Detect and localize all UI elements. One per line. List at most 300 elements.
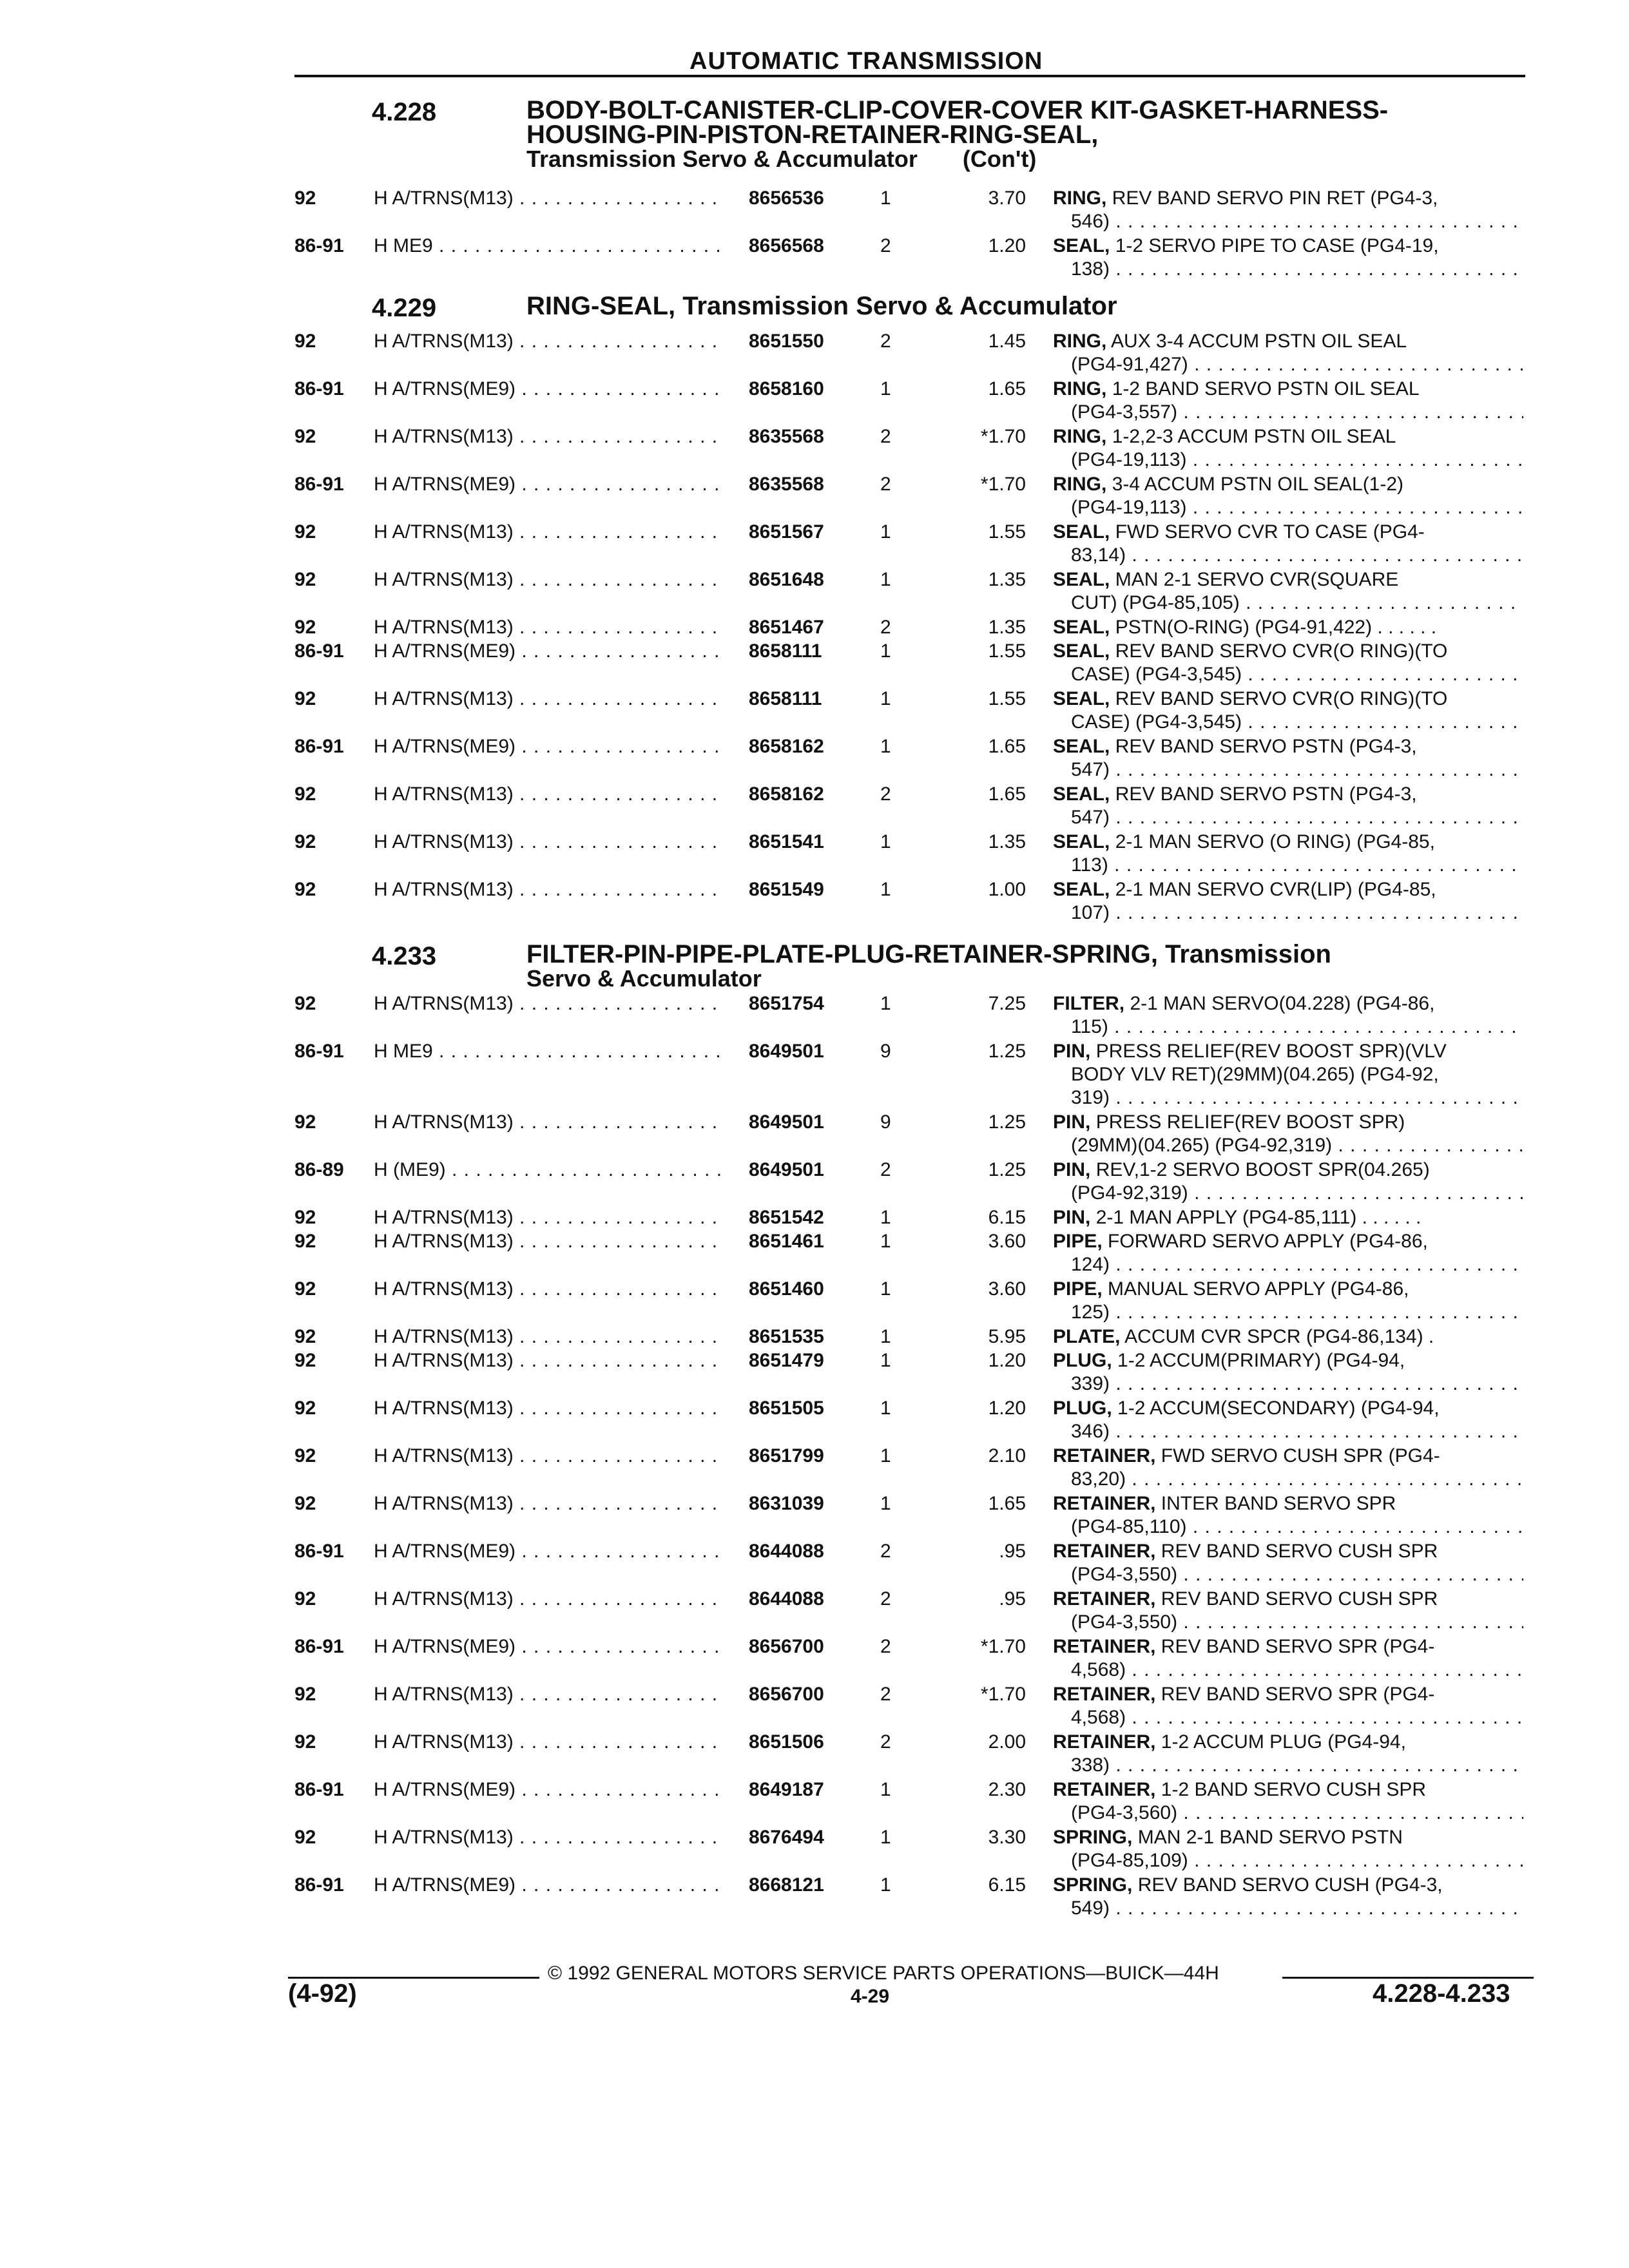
description-continuation: (PG4-91,427) . . . bbox=[1053, 353, 1523, 376]
description-line bbox=[1053, 1158, 1523, 1182]
part-description bbox=[1053, 1040, 1523, 1110]
model-year: 86-91 bbox=[294, 235, 344, 256]
model-year: 92 bbox=[294, 1398, 316, 1419]
description-line bbox=[1053, 1588, 1523, 1611]
description-continuation: 4,568) . . . bbox=[1053, 1658, 1523, 1682]
section-subtitle: Transmission Servo & Accumulator bbox=[526, 146, 918, 172]
model-year: 92 bbox=[294, 1326, 316, 1347]
description-line bbox=[1053, 1635, 1523, 1658]
description-continuation: 547) . . . bbox=[1053, 806, 1523, 829]
section-title-text: FILTER-PIN-PIPE-PLATE-PLUG-RETAINER-SPRING, Transmission bbox=[526, 940, 1331, 968]
model-year: 86-91 bbox=[294, 1779, 344, 1800]
part-description bbox=[1053, 878, 1523, 925]
part-description bbox=[1053, 992, 1523, 1039]
price: 1.25 bbox=[988, 1111, 1026, 1133]
model-year: 92 bbox=[294, 688, 316, 709]
quantity: 2 bbox=[880, 426, 891, 447]
price: 2.10 bbox=[988, 1445, 1026, 1466]
description-continuation: (PG4-85,110) . . . bbox=[1053, 1515, 1523, 1539]
model-year: 86-91 bbox=[294, 640, 344, 662]
description-text: AUX 3-4 ACCUM PSTN OIL SEAL bbox=[1111, 331, 1407, 352]
model-year: 92 bbox=[294, 1827, 316, 1848]
vehicle-model: H A/TRNS(M13) . . . bbox=[374, 878, 722, 901]
part-number: 8644088 bbox=[749, 1588, 824, 1610]
vehicle-model: H A/TRNS(M13) . . . bbox=[374, 1230, 722, 1253]
vehicle-model: H A/TRNS(M13) . . . bbox=[374, 1325, 722, 1349]
part-number: 8651542 bbox=[749, 1207, 824, 1228]
model-year: 92 bbox=[294, 1493, 316, 1514]
description-text: INTER BAND SERVO SPR bbox=[1161, 1493, 1396, 1514]
section-title bbox=[526, 98, 1493, 171]
description-line bbox=[1053, 1278, 1523, 1301]
price: 1.55 bbox=[988, 521, 1026, 543]
part-number: 8651754 bbox=[749, 993, 824, 1014]
price: 3.60 bbox=[988, 1278, 1026, 1300]
description-line bbox=[1053, 687, 1523, 711]
description-keyword: SPRING, bbox=[1053, 1827, 1133, 1848]
vehicle-model: H A/TRNS(ME9) . . . bbox=[374, 735, 722, 758]
price: 1.20 bbox=[988, 1398, 1026, 1419]
description-continuation: 138) . . . bbox=[1053, 258, 1523, 281]
part-description bbox=[1053, 1349, 1523, 1396]
description-continuation: CUT) (PG4-85,105) . . . bbox=[1053, 591, 1523, 615]
description-text: REV,1-2 SERVO BOOST SPR(04.265) bbox=[1095, 1159, 1430, 1180]
part-description bbox=[1053, 330, 1523, 376]
description-text: FORWARD SERVO APPLY (PG4-86, bbox=[1108, 1231, 1428, 1252]
part-description bbox=[1053, 1111, 1523, 1157]
description-line bbox=[1053, 878, 1523, 901]
price: 3.70 bbox=[988, 187, 1026, 209]
description-text: 1-2 ACCUM(PRIMARY) (PG4-94, bbox=[1117, 1350, 1405, 1371]
description-continuation: (PG4-19,113) . . . bbox=[1053, 496, 1523, 519]
part-description bbox=[1053, 1492, 1523, 1539]
part-description bbox=[1053, 521, 1523, 567]
part-number: 8651461 bbox=[749, 1231, 824, 1252]
description-continuation: BODY VLV RET)(29MM)(04.265) (PG4-92, bbox=[1071, 1064, 1439, 1085]
description-line bbox=[1053, 1683, 1523, 1706]
quantity: 1 bbox=[880, 1874, 891, 1896]
quantity: 1 bbox=[880, 831, 891, 852]
page-header-title: AUTOMATIC TRANSMISSION bbox=[689, 48, 1043, 75]
part-description bbox=[1053, 425, 1523, 472]
description-text: MAN 2-1 BAND SERVO PSTN bbox=[1137, 1827, 1403, 1848]
model-year: 92 bbox=[294, 1278, 316, 1300]
description-line bbox=[1053, 521, 1523, 544]
quantity: 2 bbox=[880, 1684, 891, 1705]
quantity: 1 bbox=[880, 1278, 891, 1300]
vehicle-model: H A/TRNS(M13) . . . bbox=[374, 1206, 722, 1229]
quantity: 2 bbox=[880, 783, 891, 805]
description-text: PRESS RELIEF(REV BOOST SPR) bbox=[1095, 1111, 1405, 1133]
part-number: 8656700 bbox=[749, 1636, 824, 1657]
description-line bbox=[1053, 187, 1523, 210]
vehicle-model: H A/TRNS(ME9) . . . bbox=[374, 1635, 722, 1658]
model-year: 92 bbox=[294, 187, 316, 209]
price: 1.65 bbox=[988, 1493, 1026, 1514]
description-keyword: SEAL, bbox=[1053, 831, 1110, 852]
description-text: REV BAND SERVO CUSH (PG4-3, bbox=[1137, 1874, 1443, 1896]
description-keyword: SEAL, bbox=[1053, 569, 1110, 590]
vehicle-model: H A/TRNS(M13) . . . bbox=[374, 1349, 722, 1372]
description-keyword: RING, bbox=[1053, 378, 1107, 399]
quantity: 1 bbox=[880, 1207, 891, 1228]
section-title: RING-SEAL, Transmission Servo & Accumulator bbox=[526, 292, 1117, 320]
quantity: 2 bbox=[880, 617, 891, 638]
vehicle-model: H (ME9) . . . bbox=[374, 1158, 722, 1182]
model-year: 92 bbox=[294, 1588, 316, 1610]
model-year: 92 bbox=[294, 331, 316, 352]
vehicle-model: H A/TRNS(M13) . . . bbox=[374, 425, 722, 448]
footer-rule-left bbox=[288, 1977, 539, 1979]
model-year: 92 bbox=[294, 1231, 316, 1252]
price: 1.65 bbox=[988, 736, 1026, 757]
description-keyword: PIPE, bbox=[1053, 1278, 1103, 1300]
quantity: 1 bbox=[880, 569, 891, 590]
description-text: 1-2 ACCUM PLUG (PG4-94, bbox=[1161, 1731, 1406, 1753]
part-number: 8651506 bbox=[749, 1731, 824, 1753]
price: 5.95 bbox=[988, 1326, 1026, 1347]
description-keyword: RING, bbox=[1053, 426, 1107, 447]
description-line bbox=[1053, 1778, 1523, 1802]
quantity: 1 bbox=[880, 688, 891, 709]
part-number: 8656700 bbox=[749, 1684, 824, 1705]
quantity: 1 bbox=[880, 1398, 891, 1419]
price: 1.35 bbox=[988, 831, 1026, 852]
description-keyword: RETAINER, bbox=[1053, 1636, 1156, 1657]
section-subtitle: Servo & Accumulator bbox=[526, 965, 762, 992]
description-keyword: PIN, bbox=[1053, 1159, 1091, 1180]
price: *1.70 bbox=[980, 1636, 1026, 1657]
description-keyword: PIN, bbox=[1053, 1041, 1091, 1062]
vehicle-model: H A/TRNS(M13) . . . bbox=[374, 1111, 722, 1134]
part-description bbox=[1053, 735, 1523, 782]
part-number: 8658111 bbox=[749, 688, 822, 709]
part-number: 8649501 bbox=[749, 1111, 824, 1133]
vehicle-model: H A/TRNS(M13) . . . bbox=[374, 1588, 722, 1611]
section-number: 4.233 bbox=[372, 942, 437, 970]
price: .95 bbox=[999, 1588, 1026, 1610]
description-continuation: (PG4-3,557) . . . bbox=[1053, 401, 1523, 424]
model-year: 86-91 bbox=[294, 1541, 344, 1562]
description-line bbox=[1053, 640, 1523, 663]
vehicle-model: H A/TRNS(M13) . . . bbox=[374, 330, 722, 353]
price: 1.25 bbox=[988, 1041, 1026, 1062]
quantity: 2 bbox=[880, 331, 891, 352]
model-year: 92 bbox=[294, 1207, 316, 1228]
part-description bbox=[1053, 1397, 1523, 1443]
part-number: 8651549 bbox=[749, 879, 824, 900]
description-keyword: SEAL, bbox=[1053, 617, 1110, 638]
price: 6.15 bbox=[988, 1207, 1026, 1228]
part-description bbox=[1053, 1731, 1523, 1777]
description-line bbox=[1053, 1230, 1523, 1253]
description-text: 1-2 BAND SERVO PSTN OIL SEAL bbox=[1112, 378, 1420, 399]
quantity: 1 bbox=[880, 1231, 891, 1252]
description-keyword: SEAL, bbox=[1053, 640, 1110, 662]
vehicle-model: H A/TRNS(M13) . . . bbox=[374, 992, 722, 1015]
description-text: REV BAND SERVO PSTN (PG4-3, bbox=[1115, 783, 1417, 805]
description-keyword: RETAINER, bbox=[1053, 1493, 1156, 1514]
part-number: 8651505 bbox=[749, 1398, 824, 1419]
price: 1.65 bbox=[988, 783, 1026, 805]
quantity: 1 bbox=[880, 1350, 891, 1371]
vehicle-model: H A/TRNS(ME9) . . . bbox=[374, 1540, 722, 1563]
price: 1.35 bbox=[988, 617, 1026, 638]
price: 7.25 bbox=[988, 993, 1026, 1014]
description-text: 2-1 MAN SERVO(04.228) (PG4-86, bbox=[1130, 993, 1435, 1014]
description-continuation: 319) . . . bbox=[1053, 1086, 1523, 1110]
vehicle-model: H A/TRNS(M13) . . . bbox=[374, 783, 722, 806]
part-number: 8651550 bbox=[749, 331, 824, 352]
description-continuation: 125) . . . bbox=[1053, 1301, 1523, 1324]
description-text: 2-1 MAN SERVO CVR(LIP) (PG4-85, bbox=[1115, 879, 1436, 900]
description-line bbox=[1053, 831, 1523, 854]
description-keyword: RING, bbox=[1053, 474, 1107, 495]
vehicle-model: H A/TRNS(M13) . . . bbox=[374, 1278, 722, 1301]
vehicle-model: H A/TRNS(M13) . . . bbox=[374, 568, 722, 591]
description-line bbox=[1053, 1540, 1523, 1563]
description-text: REV BAND SERVO PIN RET (PG4-3, bbox=[1112, 187, 1438, 209]
description-continuation: (PG4-3,560) . . . bbox=[1053, 1802, 1523, 1825]
description-text: REV BAND SERVO SPR (PG4- bbox=[1161, 1684, 1435, 1705]
model-year: 86-91 bbox=[294, 474, 344, 495]
description-continuation: 4,568) . . . bbox=[1053, 1706, 1523, 1729]
footer-revision: (4-92) bbox=[288, 1979, 357, 2008]
part-description bbox=[1053, 1635, 1523, 1682]
section-subtitle-line bbox=[526, 147, 1493, 171]
model-year: 92 bbox=[294, 1111, 316, 1133]
vehicle-model: H ME9 . . . bbox=[374, 235, 722, 258]
part-number: 8651479 bbox=[749, 1350, 824, 1371]
description-line bbox=[1053, 330, 1523, 353]
price: 1.25 bbox=[988, 1159, 1026, 1180]
description-text: PRESS RELIEF(REV BOOST SPR)(VLV bbox=[1095, 1041, 1447, 1062]
description-line bbox=[1053, 1325, 1523, 1349]
description-text: MAN 2-1 SERVO CVR(SQUARE bbox=[1115, 569, 1399, 590]
description-continuation: 113) . . . bbox=[1053, 854, 1523, 877]
description-text: 1-2 SERVO PIPE TO CASE (PG4-19, bbox=[1115, 235, 1439, 256]
price: 1.00 bbox=[988, 879, 1026, 900]
description-keyword: SEAL, bbox=[1053, 688, 1110, 709]
description-keyword: SPRING, bbox=[1053, 1874, 1133, 1896]
model-year: 92 bbox=[294, 521, 316, 543]
price: 1.65 bbox=[988, 378, 1026, 399]
model-year: 92 bbox=[294, 879, 316, 900]
description-text: ACCUM CVR SPCR (PG4-86,134) . bbox=[1124, 1326, 1434, 1347]
description-text: MANUAL SERVO APPLY (PG4-86, bbox=[1108, 1278, 1409, 1300]
price: 1.55 bbox=[988, 640, 1026, 662]
price: *1.70 bbox=[980, 1684, 1026, 1705]
description-keyword: SEAL, bbox=[1053, 879, 1110, 900]
footer-section-range: 4.228-4.233 bbox=[1373, 1979, 1510, 2008]
description-line bbox=[1053, 1397, 1523, 1420]
description-line bbox=[1053, 1349, 1523, 1372]
model-year: 92 bbox=[294, 1350, 316, 1371]
part-number: 8656568 bbox=[749, 235, 824, 256]
quantity: 1 bbox=[880, 1493, 891, 1514]
vehicle-model: H A/TRNS(M13) . . . bbox=[374, 1445, 722, 1468]
price: 2.30 bbox=[988, 1779, 1026, 1800]
description-text: REV BAND SERVO CVR(O RING)(TO bbox=[1115, 688, 1448, 709]
part-number: 8635568 bbox=[749, 426, 824, 447]
vehicle-model: H A/TRNS(ME9) . . . bbox=[374, 378, 722, 401]
part-number: 8649501 bbox=[749, 1041, 824, 1062]
model-year: 86-91 bbox=[294, 1874, 344, 1896]
section-number: 4.229 bbox=[372, 294, 437, 322]
description-line bbox=[1053, 735, 1523, 758]
description-continuation: (PG4-3,550) . . . bbox=[1053, 1563, 1523, 1586]
part-description bbox=[1053, 1588, 1523, 1634]
vehicle-model: H ME9 . . . bbox=[374, 1040, 722, 1063]
description-text: FWD SERVO CUSH SPR (PG4- bbox=[1161, 1445, 1440, 1466]
price: 1.20 bbox=[988, 235, 1026, 256]
vehicle-model: H A/TRNS(M13) . . . bbox=[374, 616, 722, 639]
price: 1.20 bbox=[988, 1350, 1026, 1371]
part-number: 8651648 bbox=[749, 569, 824, 590]
part-description bbox=[1053, 1206, 1523, 1229]
section-continued: (Con't) bbox=[962, 146, 1037, 172]
section-number: 4.228 bbox=[372, 98, 437, 126]
model-year: 86-91 bbox=[294, 378, 344, 399]
description-keyword: SEAL, bbox=[1053, 235, 1110, 256]
vehicle-model: H A/TRNS(M13) . . . bbox=[374, 1397, 722, 1420]
description-keyword: RETAINER, bbox=[1053, 1588, 1156, 1610]
description-line bbox=[1053, 1731, 1523, 1754]
description-text: PSTN(O-RING) (PG4-91,422) . . . . . . bbox=[1115, 617, 1437, 638]
description-continuation: 547) . . . bbox=[1053, 758, 1523, 782]
price: *1.70 bbox=[980, 474, 1026, 495]
model-year: 86-91 bbox=[294, 1041, 344, 1062]
part-number: 8651567 bbox=[749, 521, 824, 543]
model-year: 86-91 bbox=[294, 1636, 344, 1657]
price: 1.45 bbox=[988, 331, 1026, 352]
description-keyword: RETAINER, bbox=[1053, 1445, 1156, 1466]
quantity: 1 bbox=[880, 1827, 891, 1848]
part-description bbox=[1053, 1325, 1523, 1349]
description-line bbox=[1053, 1874, 1523, 1897]
part-description bbox=[1053, 1874, 1523, 1920]
description-text: 1-2 BAND SERVO CUSH SPR bbox=[1161, 1779, 1427, 1800]
description-keyword: RING, bbox=[1053, 187, 1107, 209]
description-keyword: RETAINER, bbox=[1053, 1684, 1156, 1705]
part-number: 8649187 bbox=[749, 1779, 824, 1800]
price: 3.30 bbox=[988, 1827, 1026, 1848]
model-year: 92 bbox=[294, 1731, 316, 1753]
price: 1.35 bbox=[988, 569, 1026, 590]
quantity: 2 bbox=[880, 474, 891, 495]
part-description bbox=[1053, 1230, 1523, 1276]
description-keyword: SEAL, bbox=[1053, 736, 1110, 757]
part-number: 8651535 bbox=[749, 1326, 824, 1347]
part-number: 8668121 bbox=[749, 1874, 824, 1896]
part-number: 8658162 bbox=[749, 736, 824, 757]
quantity: 1 bbox=[880, 521, 891, 543]
description-text: REV BAND SERVO CUSH SPR bbox=[1161, 1588, 1438, 1610]
quantity: 1 bbox=[880, 1326, 891, 1347]
description-continuation: 546) . . . bbox=[1053, 210, 1523, 233]
description-line bbox=[1053, 1040, 1523, 1063]
quantity: 9 bbox=[880, 1041, 891, 1062]
footer-page-number: 4-29 bbox=[851, 1986, 890, 2007]
description-continuation: (PG4-85,109) . . . bbox=[1053, 1849, 1523, 1872]
quantity: 1 bbox=[880, 993, 891, 1014]
part-number: 8651799 bbox=[749, 1445, 824, 1466]
quantity: 1 bbox=[880, 879, 891, 900]
description-text: FWD SERVO CVR TO CASE (PG4- bbox=[1115, 521, 1425, 543]
part-number: 8676494 bbox=[749, 1827, 824, 1848]
quantity: 2 bbox=[880, 1731, 891, 1753]
quantity: 2 bbox=[880, 1159, 891, 1180]
part-number: 8658162 bbox=[749, 783, 824, 805]
vehicle-model: H A/TRNS(ME9) . . . bbox=[374, 640, 722, 663]
vehicle-model: H A/TRNS(M13) . . . bbox=[374, 687, 722, 711]
description-keyword: RETAINER, bbox=[1053, 1731, 1156, 1753]
vehicle-model: H A/TRNS(M13) . . . bbox=[374, 831, 722, 854]
description-line bbox=[1053, 235, 1523, 258]
description-keyword: SEAL, bbox=[1053, 783, 1110, 805]
description-line bbox=[1053, 425, 1523, 448]
part-number: 8658160 bbox=[749, 378, 824, 399]
model-year: 92 bbox=[294, 993, 316, 1014]
part-description bbox=[1053, 831, 1523, 877]
description-keyword: PIPE, bbox=[1053, 1231, 1103, 1252]
vehicle-model: H A/TRNS(M13) . . . bbox=[374, 1683, 722, 1706]
price: 2.00 bbox=[988, 1731, 1026, 1753]
part-description bbox=[1053, 1826, 1523, 1872]
description-keyword: PLATE, bbox=[1053, 1326, 1121, 1347]
price: 6.15 bbox=[988, 1874, 1026, 1896]
description-continuation: CASE) (PG4-3,545) . . . bbox=[1053, 663, 1523, 686]
quantity: 1 bbox=[880, 736, 891, 757]
part-number: 8651467 bbox=[749, 617, 824, 638]
quantity: 1 bbox=[880, 378, 891, 399]
footer-copyright: © 1992 GENERAL MOTORS SERVICE PARTS OPERATIONS—BUICK—44H bbox=[548, 1963, 1219, 1984]
description-line bbox=[1053, 1111, 1523, 1134]
description-keyword: SEAL, bbox=[1053, 521, 1110, 543]
part-number: 8656536 bbox=[749, 187, 824, 209]
vehicle-model: H A/TRNS(ME9) . . . bbox=[374, 473, 722, 496]
description-line bbox=[1053, 1492, 1523, 1515]
model-year: 92 bbox=[294, 426, 316, 447]
description-continuation: CASE) (PG4-3,545) . . . bbox=[1053, 711, 1523, 734]
quantity: 2 bbox=[880, 1541, 891, 1562]
footer-rule-right bbox=[1282, 1977, 1534, 1979]
part-description bbox=[1053, 1158, 1523, 1205]
part-description bbox=[1053, 1540, 1523, 1586]
part-number: 8631039 bbox=[749, 1493, 824, 1514]
part-description bbox=[1053, 187, 1523, 233]
description-continuation: 83,20) . . . bbox=[1053, 1468, 1523, 1491]
section-title bbox=[526, 942, 1493, 991]
part-description bbox=[1053, 1445, 1523, 1491]
model-year: 92 bbox=[294, 569, 316, 590]
description-line bbox=[1053, 378, 1523, 401]
part-description bbox=[1053, 640, 1523, 686]
description-keyword: FILTER, bbox=[1053, 993, 1125, 1014]
quantity: 1 bbox=[880, 1779, 891, 1800]
description-line bbox=[1053, 992, 1523, 1015]
part-number: 8651460 bbox=[749, 1278, 824, 1300]
quantity: 1 bbox=[880, 187, 891, 209]
description-keyword: RING, bbox=[1053, 331, 1107, 352]
part-description bbox=[1053, 1778, 1523, 1825]
model-year: 86-91 bbox=[294, 736, 344, 757]
part-description bbox=[1053, 378, 1523, 424]
description-continuation: 339) . . . bbox=[1053, 1372, 1523, 1396]
part-description bbox=[1053, 687, 1523, 734]
description-text: 1-2,2-3 ACCUM PSTN OIL SEAL bbox=[1112, 426, 1396, 447]
part-description bbox=[1053, 568, 1523, 615]
